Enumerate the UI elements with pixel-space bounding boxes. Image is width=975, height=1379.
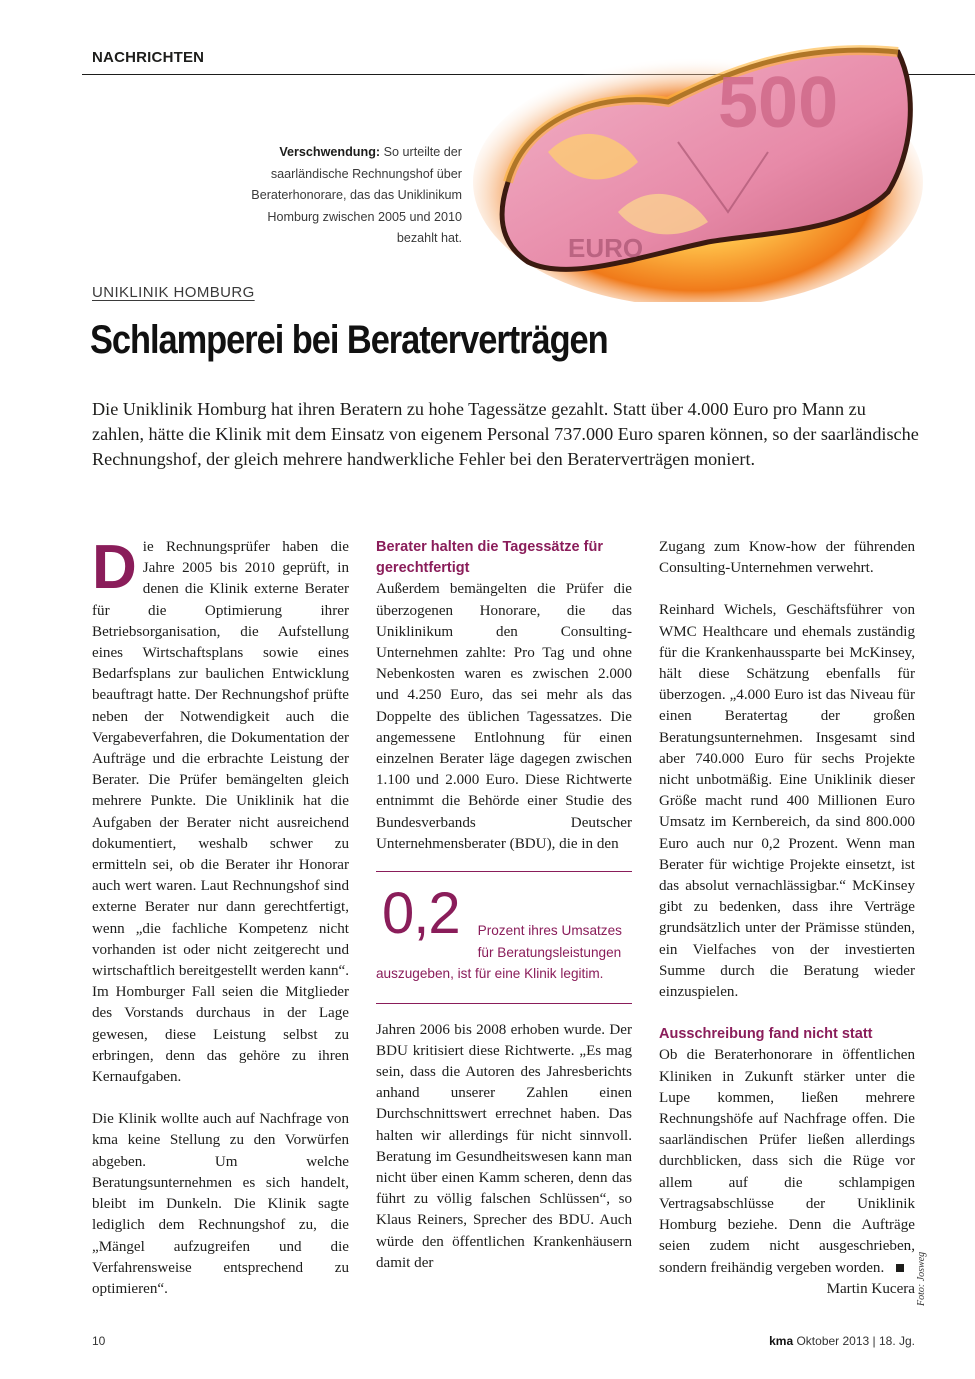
footer-issue-info [769,1334,915,1348]
svg-text:EURO: EURO [568,233,644,263]
photo-credit [916,1246,932,1306]
burning-banknote-image [468,32,928,302]
body-paragraph: Außerdem bemängelten die Prüfer die überzogenen Honorare, die das Uniklinikum den Consulting-Unternehmen zahlte: Pro Tag und ohne Nebenkosten waren es zwischen 2.000 und 4.250 Euro, das sei mehr als das Doppelte des üblichen Tagessatzes. Die angemessene Entlohnung für einen einzelnen Berater läge dagegen zwischen 1.100 und 2.000 Euro. Diese Richtwerte entnimmt die Behörde einer Studie des Bundesverbands Deutscher Unternehmensberater (BDU), die in den [376,581,632,852]
caption-text: So urteilte der saarländische Rechnungshof über Beraterhonorare, das das Uniklinikum Homburg zwischen 2005 und 2010 bezahlt hat. [251,145,462,245]
author-byline: Martin Kucera [826,1280,915,1297]
caption-label: Verschwendung: [279,145,381,159]
subheading: Berater halten die Tagessätze für gerechtfertigt [376,539,603,577]
body-paragraph: Zugang zum Know-how der führenden Consulting-Unternehmen verwehrt. [659,539,915,577]
page-number: 10 [92,1334,106,1348]
photo-credit-text: Foto: Josweg [916,1251,927,1306]
article-headline: Schlamperei bei Beraterverträgen [90,318,608,362]
pull-quote-text: Prozent ihres Umsatzes für Beratungsleistungen auszugeben, ist für eine Klinik legitim. [376,923,622,982]
subheading: Ausschreibung fand nicht statt [659,1026,873,1043]
image-caption [226,142,462,250]
article-column-1 [92,533,349,1300]
section-label: NACHRICHTEN [92,49,205,66]
end-square-icon [896,1264,904,1272]
pull-quote-number: 0,2 [382,881,460,947]
drop-cap: D [92,533,137,602]
article-column-2 [376,537,632,1274]
magazine-brand: kma [769,1334,794,1348]
paragraph-text: ie Rechnungsprüfer haben die Jahre 2005 bis 2010 geprüft, in denen die Klinik externe Berater für die Optimierung ihrer Betriebsorganisation, die Aufstellung eines Wirtschaftsplans sowie eines Bedarfsplans zur baulichen Entwicklung beauftragt hatte. Der Rechnungshof prüfte neben der Notwendigkeit auch die Vergabeverfahren, die Dokumentation der Aufträge und die erbrachte Leistung der Berater. Die Prüfer bemängelten gleich mehrere Punkte. Die Uniklinik hat die Aufgaben der Berater nicht ausreichend dokumentiert, weshalb schwer zu ermitteln sei, ob die Berater ihr Honorar auch wert waren. Laut Rechnungshof sind externe Berater nur dann gerechtfertigt, wenn „die fachliche Kompetenz nicht vorhanden ist oder nicht zeitgerecht und wirtschaftlich bereitgestellt werden kann“. Im Homburger Fall seien die Mitglieder des Vorstands durchaus in der Lage gewesen, diese Leistung selbst zu erbringen, denn das gehöre zu ihren Kernaufgaben. [92,539,349,1086]
body-paragraph: Die Klinik wollte auch auf Nachfrage von kma keine Stellung zu den Vorwürfen abgeben. Um welche Beratungsunternehmen es sich handelt, bleibt im Dunkeln. Die Klinik sagte lediglich dem Rechnungshof zu, die „Mängel aufzugreifen und die Verfahrensweise entsprechend zu optimieren“. [92,1111,349,1297]
pull-quote [376,871,632,1004]
svg-text:500: 500 [718,63,839,143]
body-paragraph: Jahren 2006 bis 2008 erhoben wurde. Der BDU kritisiert diese Richtwerte. „Es mag sein, dass die Autoren des Jahresberichts anhand unserer Zahlen einen Durchschnittswert errechnet haben. Das halten wir allerdings für nicht sinnvoll. Beratung im Gesundheitswesen kann man nicht über einen Kamm scheren, denn das führt zu völlig falschen Schlüssen“, so Klaus Reiners, Sprecher des BDU. Auch würde den öffentlichen Krankenhäusern damit der [376,1021,632,1271]
article-intro: Die Uniklinik Homburg hat ihren Beratern zu hohe Tagessätze gezahlt. Statt über 4.000 Euro pro Mann zu zahlen, hätte die Klinik mit dem Einsatz von eigenem Personal 737.000 Euro sparen können, so der saarländische Rechnungshof, der gleich mehrere handwerkliche Fehler bei den Beraterverträgen moniert. [92,399,919,469]
body-paragraph [659,1045,915,1278]
paragraph-text: Ob die Beraterhonorare in öffentlichen Kliniken in Zukunft stärker unter die Lupe kommen, ließen mehrere Rechnungshöfe auf Nachfrage offen. Die saarländischen Prüfer ließen allerdings durchblicken, dass sich die Rüge vor allem auf die schlampigen Vertragsabschlüsse der Uniklinik Homburg beziehe. Denn die Aufträge seien zudem nicht ausgeschrieben, sondern freihändig vergeben worden. [659,1047,915,1276]
article-column-3 [659,537,915,1300]
article-kicker: UNIKLINIK HOMBURG [92,284,255,301]
body-paragraph [92,533,349,1088]
body-paragraph: Reinhard Wichels, Geschäftsführer von WMC Healthcare und ehemals zuständig für die Krankenhaussparte bei McKinsey, hält diese Schätzung ebenfalls für überzogen. „4.000 Euro ist das Niveau für einen Beratertag der großen Beratungsunternehmen. Insgesamt sind aber 740.000 Euro für sechs Projekte nicht unbotmäßig. Eine Uniklinik dieser Größe macht rund 400 Millionen Euro Umsatz im Kernbereich, da sind 800.000 Euro auch nur 0,2 Prozent. Wenn man Berater für wichtige Projekte einsetzt, ist das absolut vernachlässigbar.“ McKinsey gibt zu bedenken, dass ihre Verträge grundsätzlich unter der Prämisse stünden, ein Vielfaches von der investierten Summe durch die Beratung wieder einzuspielen. [659,602,915,1001]
issue-date: Oktober 2013 | 18. Jg. [793,1334,915,1348]
